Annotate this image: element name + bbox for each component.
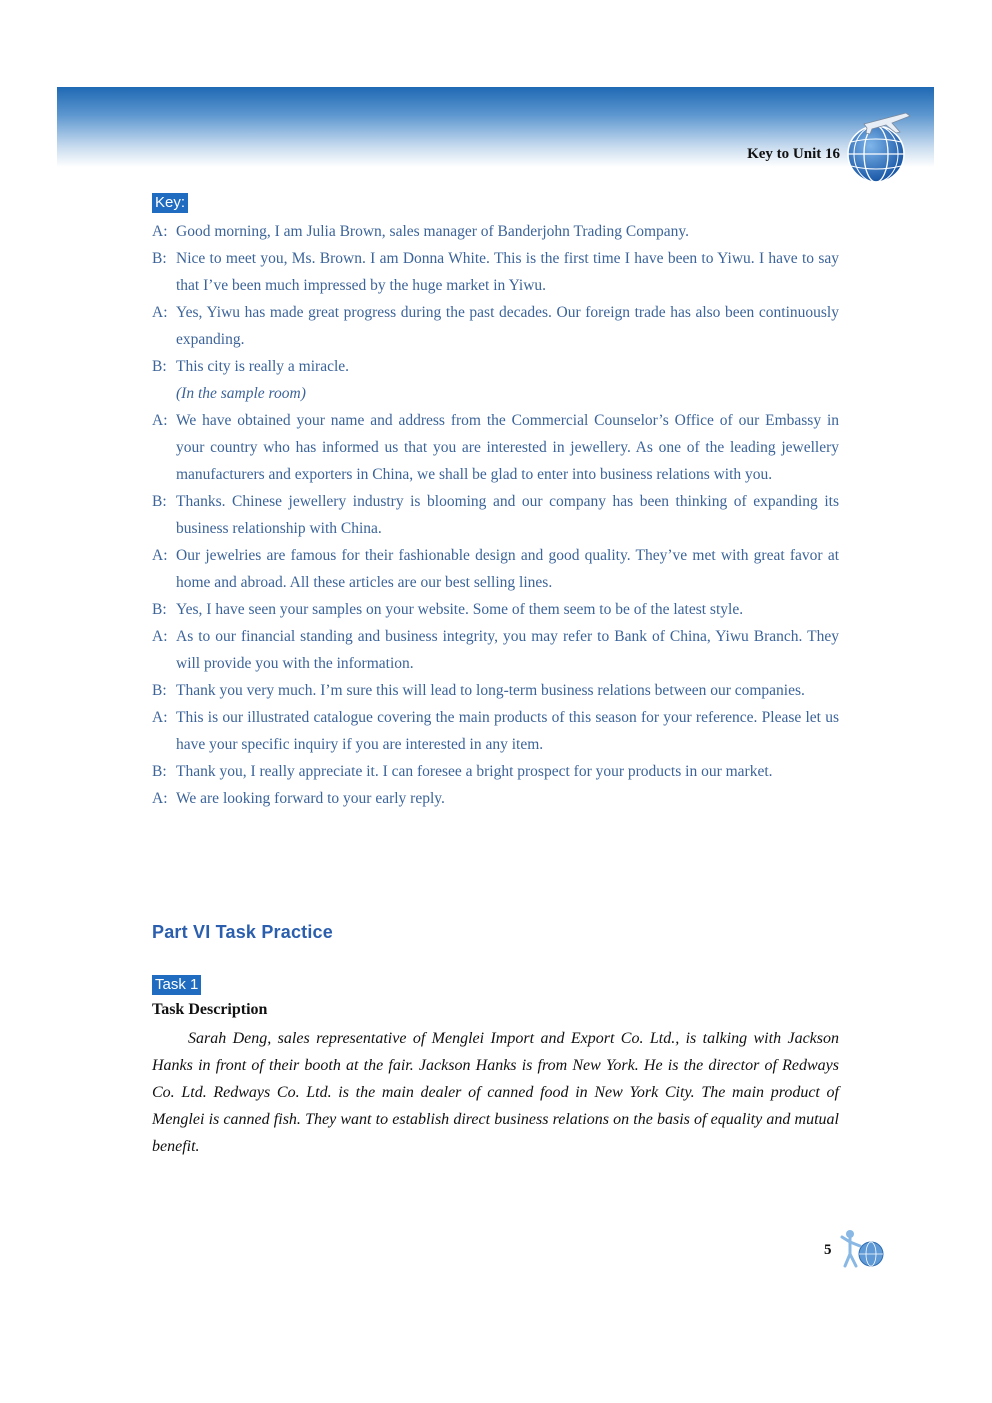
speaker-label: A: (152, 304, 168, 321)
dialogue-text: This is our illustrated catalogue covering the main products of this season for your reference. Please let us have your specific inquiry if you are interested in any item. (176, 709, 839, 753)
unit-title: Key to Unit 16 (747, 146, 840, 162)
dialogue-text: Yes, Yiwu has made great progress during the past decades. Our foreign trade has also been continuously expanding. (176, 304, 839, 348)
dialogue-line (152, 785, 839, 812)
task-description-text: Sarah Deng, sales representative of Menglei Import and Export Co. Ltd., is talking with Jackson Hanks in front of their booth at the fair. Jackson Hanks is from New York. He is the director of Redways Co. Ltd. Redways Co. Ltd. is the main dealer of canned food in New York City. The main product of Menglei is canned fish. They want to establish direct business relations on the basis of equality and mutual benefit. (152, 1030, 839, 1155)
speaker-label: B: (152, 493, 167, 510)
dialogue-line (152, 542, 839, 596)
dialogue-list (152, 218, 839, 812)
speaker-label: A: (152, 790, 168, 807)
dialogue-text: As to our financial standing and business integrity, you may refer to Bank of China, Yiwu Branch. They will provide you with the information. (176, 628, 839, 672)
speaker-label: B: (152, 601, 167, 618)
dialogue-line (152, 677, 839, 704)
part-heading: Part VI Task Practice (152, 922, 333, 942)
speaker-label: B: (152, 682, 167, 699)
task-description-heading: Task Description (152, 1001, 268, 1018)
dialogue-text: This city is really a miracle. (176, 358, 350, 375)
dialogue-line (152, 488, 839, 542)
person-globe-icon (838, 1228, 888, 1270)
speaker-label: A: (152, 628, 168, 645)
dialogue-text: Our jewelries are famous for their fashionable design and good quality. They’ve met with great favor at home and abroad. All these articles are our best selling lines. (176, 547, 839, 591)
dialogue-line (152, 623, 839, 677)
speaker-label: B: (152, 250, 167, 267)
task-label: Task 1 (152, 975, 201, 995)
speaker-label: A: (152, 547, 168, 564)
dialogue-line (152, 596, 839, 623)
stage-direction: (In the sample room) (176, 385, 306, 402)
dialogue-line (152, 704, 839, 758)
dialogue-text: We are looking forward to your early reply. (176, 790, 445, 807)
speaker-label: A: (152, 223, 168, 240)
dialogue-line (152, 299, 839, 353)
dialogue-text: Yes, I have seen your samples on your website. Some of them seem to be of the latest style. (176, 601, 744, 618)
speaker-label: B: (152, 358, 167, 375)
dialogue-text: Good morning, I am Julia Brown, sales manager of Banderjohn Trading Company. (176, 223, 690, 240)
dialogue-text: Thank you very much. I’m sure this will lead to long-term business relations between our companies. (176, 682, 805, 699)
dialogue-line (152, 758, 839, 785)
dialogue-line (152, 353, 839, 380)
speaker-label: B: (152, 763, 167, 780)
key-label: Key: (152, 193, 188, 213)
dialogue-text: Thanks. Chinese jewellery industry is blooming and our company has been thinking of expanding its business relationship with China. (176, 493, 839, 537)
speaker-label: A: (152, 709, 168, 726)
dialogue-text: Thank you, I really appreciate it. I can foresee a bright prospect for your products in our market. (176, 763, 773, 780)
globe-airplane-icon (842, 110, 914, 185)
dialogue-text: We have obtained your name and address from the Commercial Counselor’s Office of our Embassy in your country who has informed us that you are interested in jewellery. As one of the leading jewellery manufacturers and exporters in China, we shall be glad to enter into business relations with you. (176, 412, 839, 483)
dialogue-text: Nice to meet you, Ms. Brown. I am Donna White. This is the first time I have been to Yiwu. I have to say that I’ve been much impressed by the huge market in Yiwu. (176, 250, 839, 294)
dialogue-line (152, 407, 839, 488)
speaker-label: A: (152, 412, 168, 429)
dialogue-line (152, 245, 839, 299)
dialogue-line (152, 380, 839, 407)
page-number: 5 (824, 1242, 832, 1258)
dialogue-line (152, 218, 839, 245)
